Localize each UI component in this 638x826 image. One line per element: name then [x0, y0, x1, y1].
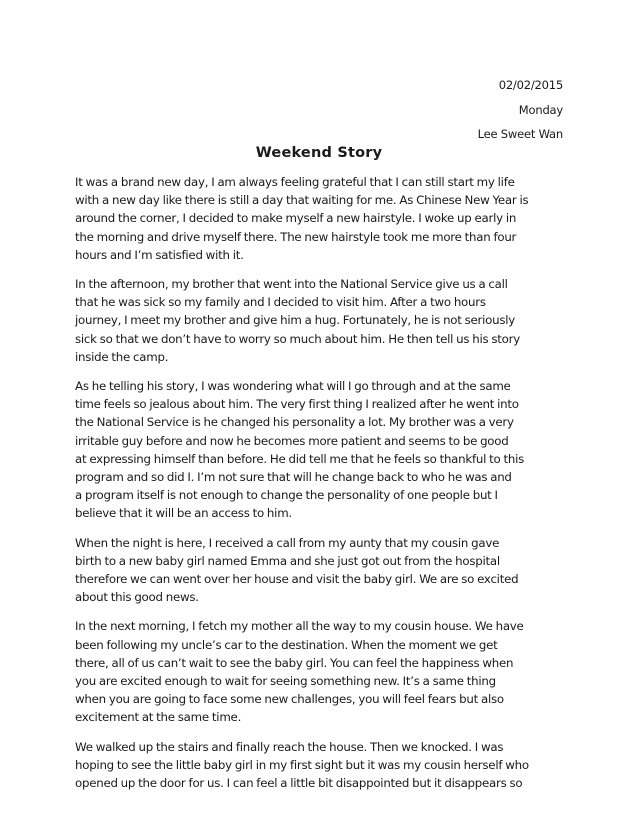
paragraph-line: sick so that we don’t have to worry so much about him. He then tell us his story	[75, 331, 520, 346]
paragraph-line: irritable guy before and now he becomes more patient and seems to be good	[75, 433, 509, 448]
paragraph-line: a program itself is not enough to change the personality of one people but I	[75, 488, 498, 503]
paragraph-line: When the night is here, I received a call from my aunty that my cousin gave	[75, 535, 500, 550]
paragraph-line: journey, I meet my brother and give him a hug. Fortunately, he is not seriously	[75, 313, 516, 328]
paragraph-line: the National Service is he changed his personality a lot. My brother was a very	[75, 415, 514, 430]
paragraph-line: inside the camp.	[75, 349, 169, 364]
paragraph-line: It was a brand new day, I am always feeling grateful that I can still start my life	[75, 175, 515, 189]
paragraph-line: As he telling his story, I was wondering what will I go through and at the same	[75, 379, 511, 394]
paragraph-line: about this good news.	[75, 590, 199, 605]
paragraph-line: time feels so jealous about him. The very first thing I realized after he went into	[75, 397, 519, 412]
paragraph-line: the morning and drive myself there. The new hairstyle took me more than four	[75, 229, 517, 244]
paragraph-line: hoping to see the little baby girl in my first sight but it was my cousin herself who	[75, 757, 529, 772]
paragraph-line: excitement at the same time.	[75, 710, 242, 725]
paragraph-line: with a new day like there is still a day that waiting for me. As Chinese New Year is	[75, 193, 529, 208]
paragraph-line: that he was sick so my family and I decided to visit him. After a two hours	[75, 295, 486, 310]
paragraph	[75, 173, 567, 264]
story-body	[75, 173, 567, 803]
paragraph	[75, 275, 567, 366]
paragraph-line: In the next morning, I fetch my mother all the way to my cousin house. We have	[75, 619, 524, 634]
paragraph-line: hours and I’m satisfied with it.	[75, 247, 244, 262]
date-text: 02/02/2015	[498, 78, 563, 92]
paragraph-line: therefore we can went over her house and visit the baby girl. We are so excited	[75, 572, 519, 587]
paragraph-line: opened up the door for us. I can feel a little bit disappointed but it disappears so	[75, 776, 523, 791]
paragraph	[75, 534, 567, 607]
paragraph-line: We walked up the stairs and finally reach the house. Then we knocked. I was	[75, 739, 504, 754]
paragraph	[75, 738, 567, 793]
paragraph-line: birth to a new baby girl named Emma and she just got out from the hospital	[75, 553, 500, 568]
paragraph-line: around the corner, I decided to make myself a new hairstyle. I woke up early in	[75, 211, 517, 226]
paragraph-line: program and so did I. I’m not sure that will he change back to who he was and	[75, 470, 512, 485]
paragraph-line: believe that it will be an access to him.	[75, 506, 292, 521]
document-title: Weekend Story	[255, 145, 383, 161]
paragraph-line: you are excited enough to wait for seeing something new. It’s a same thing	[75, 674, 496, 689]
paragraph-line: been following my uncle’s car to the destination. When the moment we get	[75, 637, 498, 652]
author-name: Lee Sweet Wan	[477, 127, 563, 141]
paragraph	[75, 617, 567, 726]
paragraph-line: when you are going to face some new challenges, you will feel fears but also	[75, 692, 504, 707]
paragraph-line: In the afternoon, my brother that went into the National Service give us a call	[75, 277, 508, 292]
day-text: Monday	[518, 102, 563, 117]
paragraph-line: at expressing himself than before. He did tell me that he feels so thankful to this	[75, 451, 524, 466]
paragraph	[75, 377, 567, 523]
header-block	[478, 73, 563, 147]
paragraph-line: there, all of us can’t wait to see the baby girl. You can feel the happiness when	[75, 655, 514, 670]
